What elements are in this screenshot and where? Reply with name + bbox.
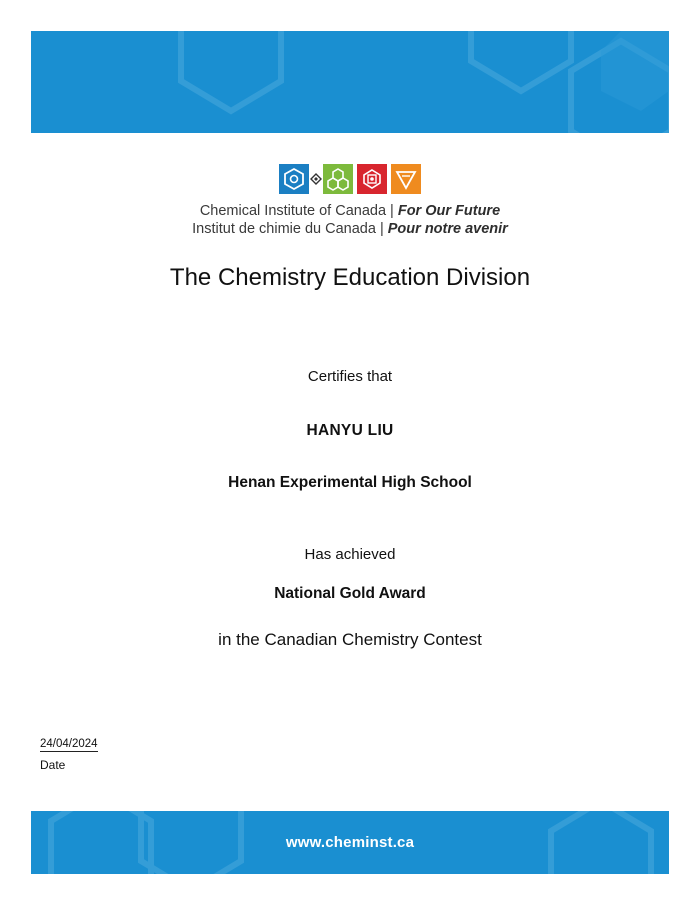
contest-text: in the Canadian Chemistry Contest (218, 630, 482, 649)
date-label: Date (40, 758, 66, 772)
org-slogan-en: For Our Future (397, 203, 501, 219)
diamond-separator-icon (309, 164, 323, 194)
org-name-en-text: Chemical Institute of Canada | (199, 203, 398, 219)
header-banner (31, 31, 669, 133)
molecule-green-icon (323, 164, 353, 194)
footer-url-link[interactable]: www.cheminst.ca (285, 834, 415, 851)
school-name: Henan Experimental High School (228, 474, 472, 491)
recipient-name: HANYU LIU (306, 422, 394, 439)
award-name: National Gold Award (274, 585, 426, 602)
certifies-text: Certifies that (307, 368, 393, 385)
chevron-orange-icon (391, 164, 421, 194)
footer-banner (31, 811, 669, 874)
hexagon-pattern-icon (31, 31, 669, 133)
cic-logo (0, 163, 700, 195)
org-slogan-fr: Pour notre avenir (387, 221, 508, 237)
molecule-blue-icon (279, 164, 309, 194)
org-name-fr-text: Institut de chimie du Canada | (192, 221, 388, 237)
division-title: The Chemistry Education Division (169, 264, 531, 291)
date-value: 24/04/2024 (40, 738, 98, 750)
molecule-red-icon (357, 164, 387, 194)
org-name-french (0, 221, 700, 237)
org-name-english (0, 203, 700, 219)
achieved-text: Has achieved (304, 546, 396, 563)
